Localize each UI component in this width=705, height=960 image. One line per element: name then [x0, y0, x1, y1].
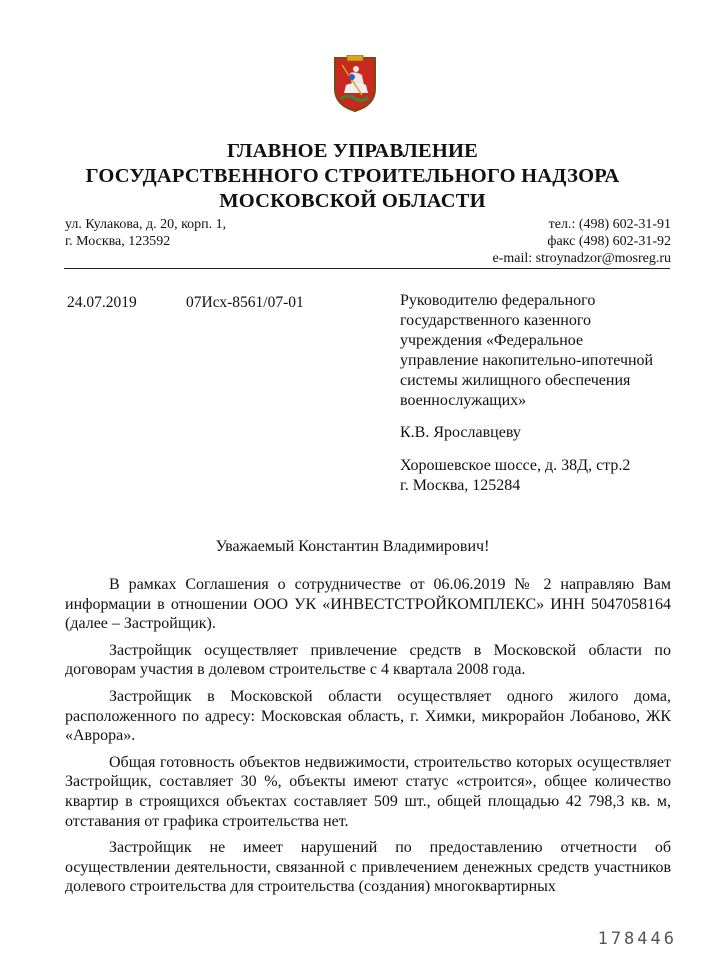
- org-line: МОСКОВСКОЙ ОБЛАСТИ: [219, 190, 486, 212]
- recipient-line: Руководителю федерального: [400, 292, 596, 309]
- recipient-line: системы жилищного обеспечения: [400, 372, 631, 389]
- phone-line: тел.: (498) 602-31-91: [548, 217, 671, 232]
- body-paragraph: Застройщик не имеет нарушений по предоставлению отчетности об осуществлении деятельности, связанной с привлечением денежных средств участников долевого строительства для строительства (создания) многоквартирных: [65, 839, 671, 896]
- address-line: г. Москва, 123592: [65, 234, 171, 249]
- recipient-line: военнослужащих»: [400, 392, 527, 409]
- recipient-name: К.В. Ярославцеву: [400, 424, 521, 441]
- recipient-address-line: Хорошевское шоссе, д. 38Д, стр.2: [400, 457, 631, 474]
- recipient-line: учреждения «Федеральное: [400, 332, 584, 349]
- moscow-oblast-coat-of-arms-icon: [332, 55, 378, 113]
- address-line: ул. Кулакова, д. 20, корп. 1,: [65, 217, 227, 232]
- org-line: ГЛАВНОЕ УПРАВЛЕНИЕ: [226, 140, 479, 162]
- body-paragraph: Застройщик в Московской области осуществляет одного жилого дома, расположенного по адресу: Московская область, г. Химки, микрорайон Лобаново, ЖК «Аврора».: [65, 687, 671, 745]
- org-line: ГОСУДАРСТВЕННОГО СТРОИТЕЛЬНОГО НАДЗОРА: [85, 165, 620, 187]
- email-line: e-mail: stroynadzor@mosreg.ru: [492, 251, 671, 266]
- recipient-line: государственного казенного: [400, 312, 591, 329]
- organization-name: [0, 139, 705, 214]
- letter-date: 24.07.2019: [67, 294, 137, 311]
- greeting: Уважаемый Константин Владимирович!: [215, 538, 490, 555]
- reference-number: 07Исх-8561/07-01: [186, 294, 304, 311]
- recipient-address: [400, 456, 630, 496]
- fax-line: факс (498) 602-31-92: [547, 234, 671, 249]
- sender-address: [65, 216, 226, 250]
- letter-body: [65, 575, 671, 904]
- recipient-line: управление накопительно-ипотечной: [400, 352, 654, 369]
- body-paragraph: В рамках Соглашения о сотрудничестве от 06.06.2019 № 2 направляю Вам информации в отношении ООО УК «ИНВЕСТСТРОЙКОМПЛЕКС» ИНН 5047058164 (далее – Застройщик).: [65, 576, 671, 633]
- header-divider: [64, 268, 670, 269]
- registration-stamp-number: 178446: [597, 929, 677, 949]
- body-paragraph: Застройщик осуществляет привлечение средств в Московской области по договорам участия в долевом строительстве с 4 квартала 2008 года.: [65, 641, 671, 679]
- recipient-address-line: г. Москва, 125284: [400, 477, 521, 494]
- recipient-title: [400, 291, 700, 411]
- sender-contacts: [492, 216, 671, 267]
- body-paragraph: Общая готовность объектов недвижимости, строительство которых осуществляет Застройщик, составляет 30 %, объекты имеют статус «строится», общее количество квартир в строящихся объектах составляет 509 шт., общей площадью 42 798,3 кв. м, отставания от графика строительства нет.: [65, 753, 671, 830]
